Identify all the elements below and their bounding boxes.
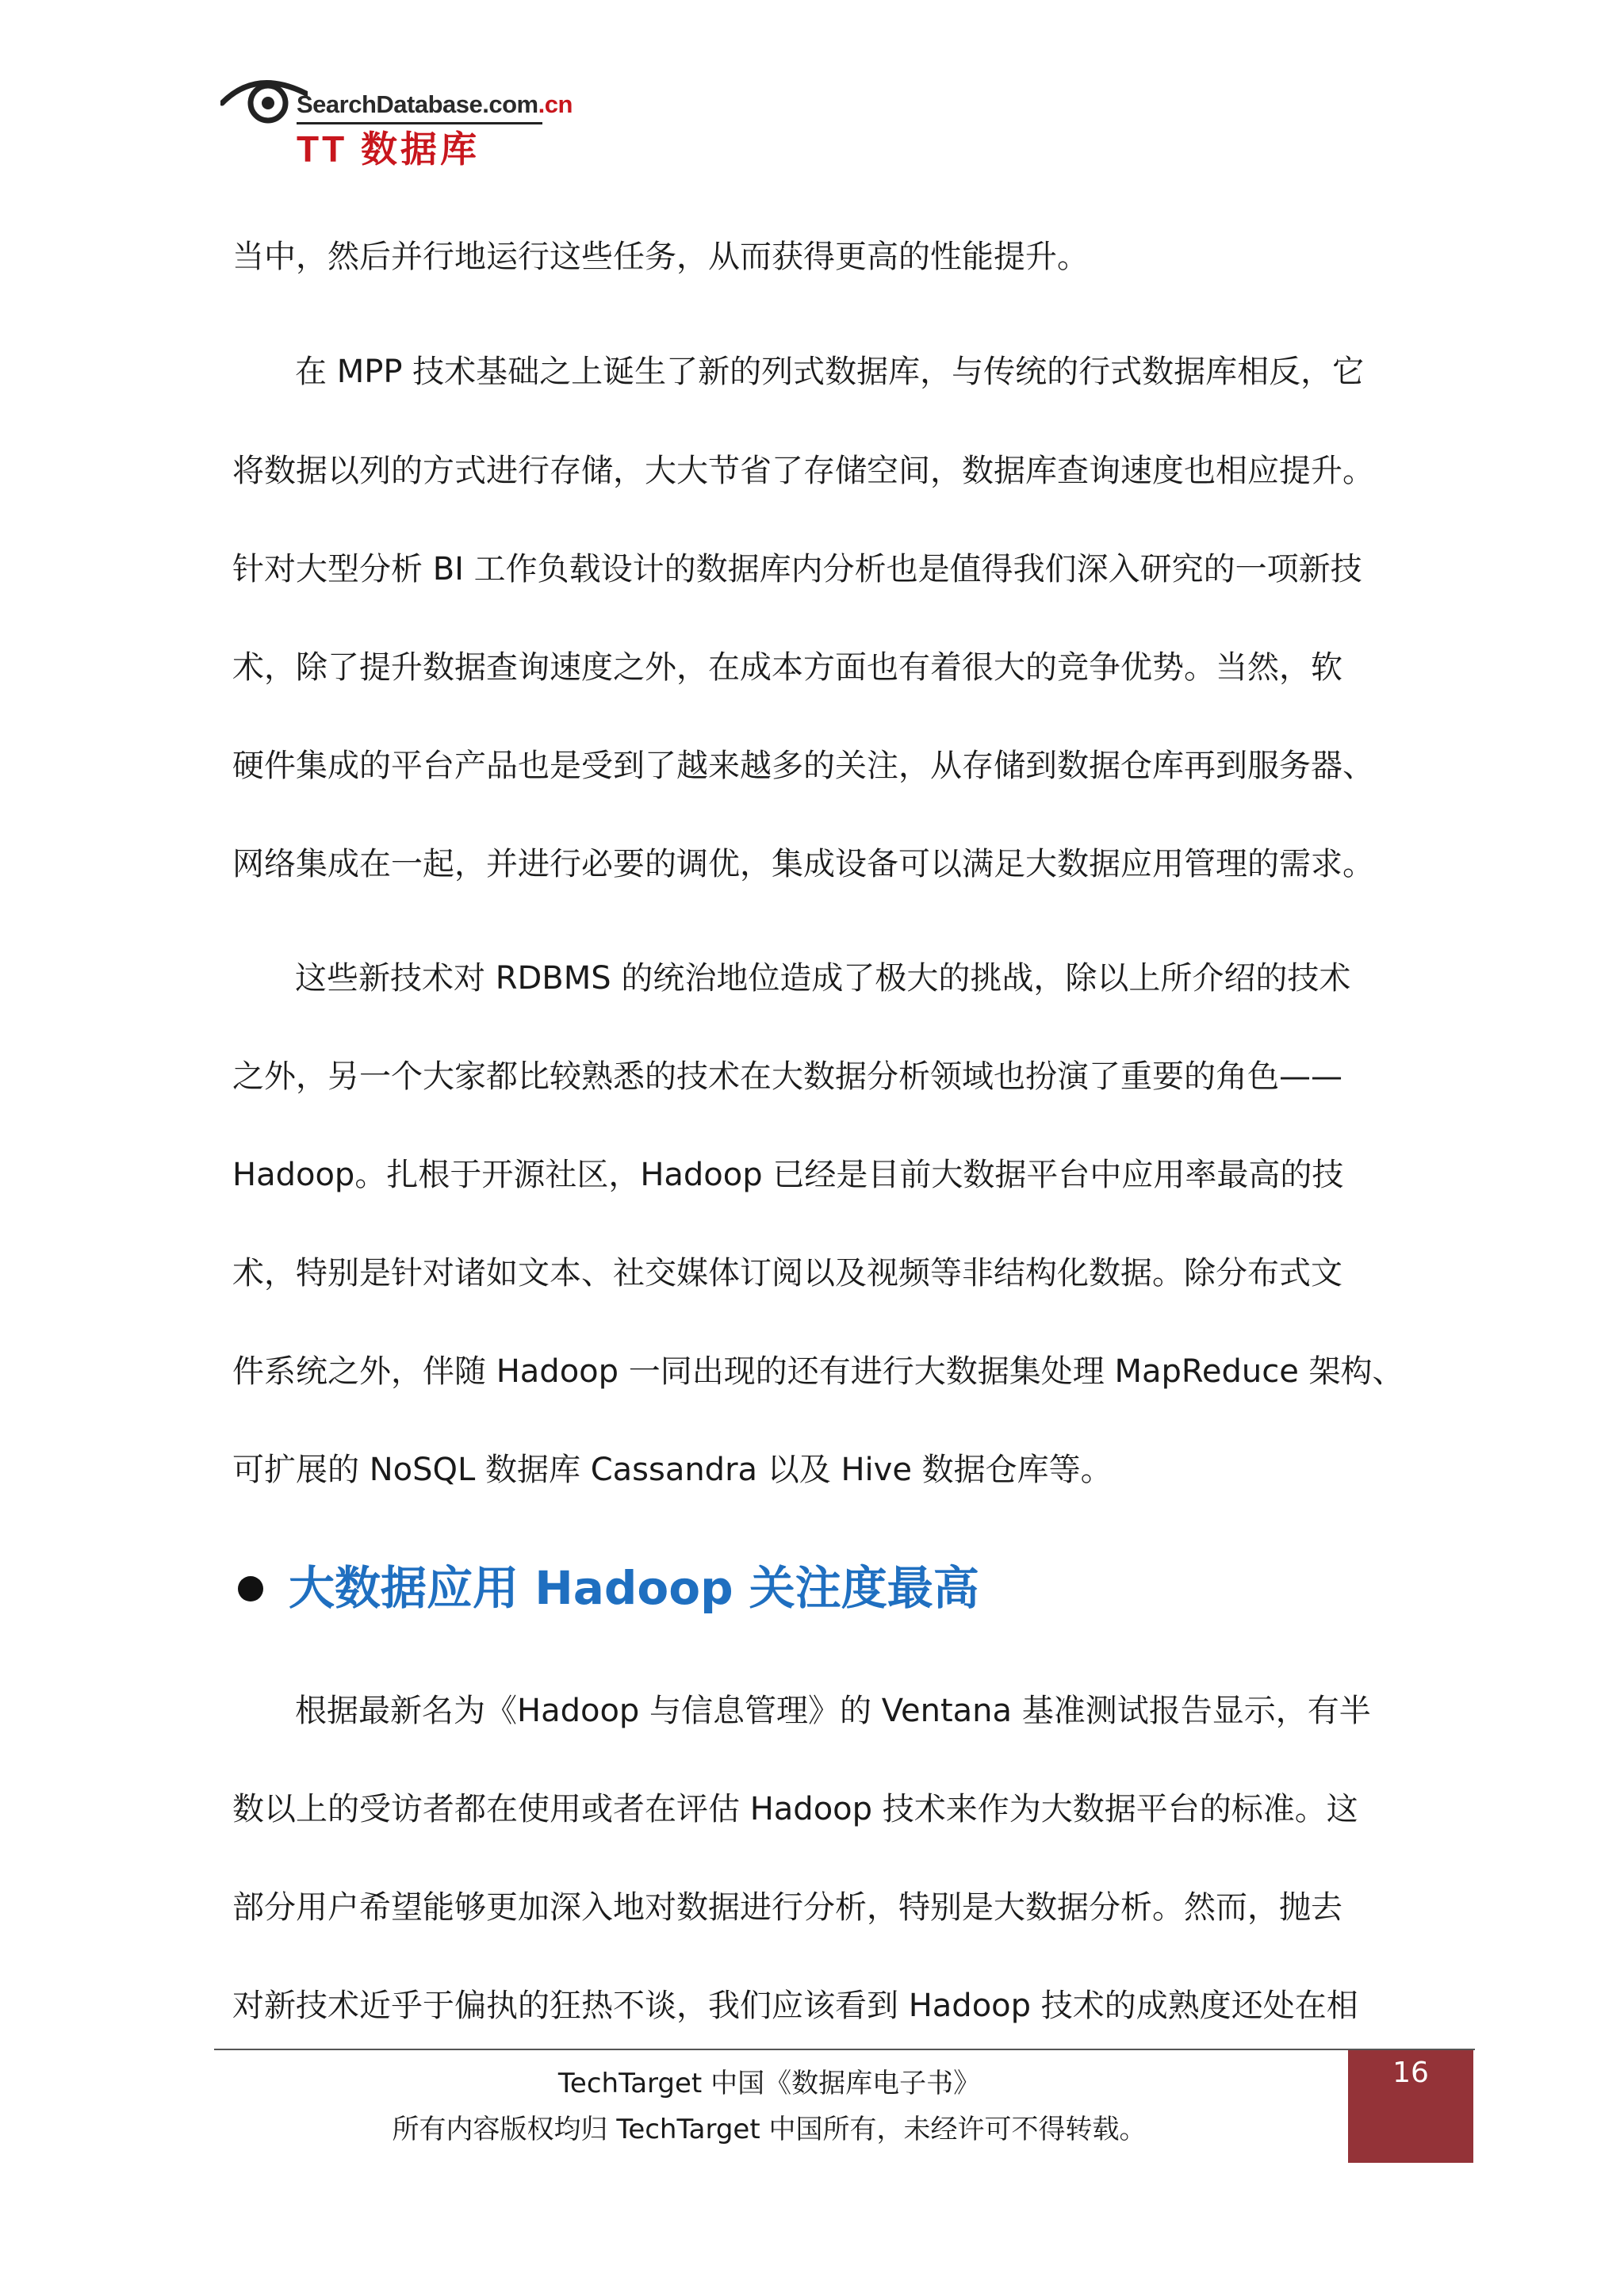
- section-title: 大数据应用 Hadoop 关注度最高: [289, 1561, 979, 1615]
- body-line: 网络集成在一起，并进行必要的调优，集成设备可以满足大数据应用管理的需求。: [232, 846, 1374, 882]
- body-line: 术，除了提升数据查询速度之外，在成本方面也有着很大的竞争优势。当然，软: [232, 649, 1342, 686]
- body-line: 之外，另一个大家都比较熟悉的技术在大数据分析领域也扮演了重要的角色——: [232, 1058, 1342, 1095]
- body-line: 针对大型分析 BI 工作负载设计的数据库内分析也是值得我们深入研究的一项新技: [232, 551, 1362, 587]
- body-line: 部分用户希望能够更加深入地对数据进行分析，特别是大数据分析。然而，抛去: [232, 1889, 1342, 1926]
- bullet-icon: [238, 1576, 263, 1601]
- page-number: 16: [1392, 2057, 1429, 2089]
- footer-publication: TechTarget 中国《数据库电子书》: [557, 2068, 981, 2099]
- logo-site-name: SearchDatabase.com.cn: [297, 90, 573, 118]
- body-line: Hadoop。扎根于开源社区，Hadoop 已经是目前大数据平台中应用率最高的技: [232, 1157, 1344, 1193]
- page-number-box: [1348, 2050, 1473, 2163]
- body-line: 对新技术近乎于偏执的狂热不谈，我们应该看到 Hadoop 技术的成熟度还处在相: [232, 1988, 1358, 2024]
- body-line: 将数据以列的方式进行存储，大大节省了存储空间，数据库查询速度也相应提升。: [232, 453, 1374, 489]
- body-line: 在 MPP 技术基础之上诞生了新的列式数据库，与传统的行式数据库相反，它: [295, 354, 1365, 390]
- body-line: 件系统之外，伴随 Hadoop 一同出现的还有进行大数据集处理 MapReduce 架构、: [232, 1353, 1404, 1390]
- searchdatabase-logo: [220, 70, 573, 170]
- body-line: 硬件集成的平台产品也是受到了越来越多的关注，从存储到数据仓库再到服务器、: [232, 748, 1374, 784]
- body-line: 术，特别是针对诸如文本、社交媒体订阅以及视频等非结构化数据。除分布式文: [232, 1255, 1342, 1292]
- logo-brand: TT 数据库: [297, 128, 480, 170]
- body-line: 可扩展的 NoSQL 数据库 Cassandra 以及 Hive 数据仓库等。: [232, 1452, 1113, 1488]
- eye-logo-icon: [220, 70, 308, 133]
- body-line: 这些新技术对 RDBMS 的统治地位造成了极大的挑战，除以上所介绍的技术: [295, 960, 1351, 997]
- footer-copyright: 所有内容版权均归 TechTarget 中国所有，未经许可不得转载。: [392, 2114, 1147, 2145]
- body-line: 数以上的受访者都在使用或者在评估 Hadoop 技术来作为大数据平台的标准。这: [232, 1791, 1358, 1827]
- body-line: 根据最新名为《Hadoop 与信息管理》的 Ventana 基准测试报告显示，有半: [295, 1693, 1371, 1729]
- footer-divider: [214, 2049, 1475, 2050]
- body-line: 当中，然后并行地运行这些任务，从而获得更高的性能提升。: [232, 239, 1089, 275]
